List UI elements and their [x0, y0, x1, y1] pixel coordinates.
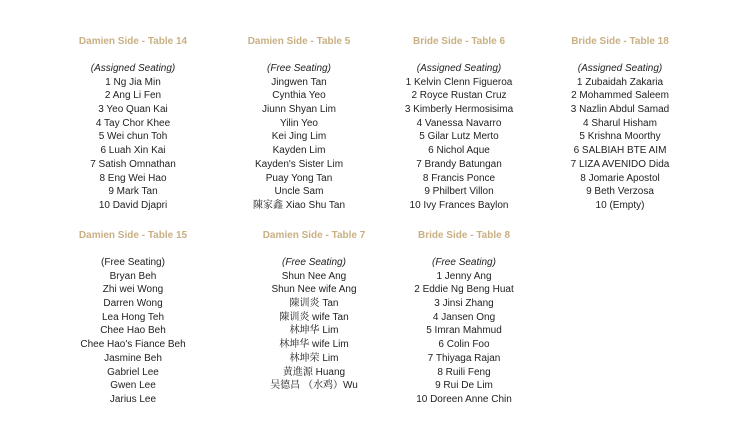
guest-name: 4 Tay Chor Khee [95, 117, 171, 129]
table-title: Damien Side - Table 7 [262, 230, 366, 241]
guest-name: Zhi wei Wong [102, 284, 164, 296]
guest-name: 3 Yeo Quan Kai [98, 104, 168, 116]
guest-name: Puay Yong Tan [265, 172, 333, 184]
guest-name: 1 Zubaidah Zakaria [576, 76, 664, 88]
guest-name: Gabriel Lee [107, 366, 159, 378]
guest-name: Chee Hao's Fiance Beh [80, 339, 186, 351]
table-block-damien-5 [209, 35, 389, 213]
guest-name: 10 David Djapri [98, 199, 168, 211]
guest-name: 2 Eddie Ng Beng Huat [414, 284, 514, 296]
guest-name: 9 Rui De Lim [435, 380, 493, 392]
guest-name: Jiunn Shyan Lim [262, 104, 336, 116]
guest-name: 8 Jomarie Apostol [580, 172, 660, 184]
guest-name: 1 Ng Jia Min [105, 76, 161, 88]
table-block-bride-6 [369, 35, 549, 213]
guest-name: 林坤荣 Lim [289, 352, 339, 364]
guest-name: 7 LIZA AVENIDO Dida [570, 158, 670, 170]
guest-name: 2 Royce Rustan Cruz [411, 90, 507, 102]
guest-name: 7 Thiyaga Rajan [427, 352, 501, 364]
seating-note: (Free Seating) [282, 257, 346, 268]
guest-name: 10 Ivy Frances Baylon [409, 199, 509, 211]
table-title: Damien Side - Table 15 [78, 230, 188, 241]
guest-name: 6 SALBIAH BTE AIM [573, 145, 667, 157]
guest-name: 9 Beth Verzosa [586, 186, 654, 198]
guest-name: Yilin Yeo [280, 117, 318, 129]
guest-name: 10 (Empty) [595, 199, 645, 211]
guest-name: 8 Francis Ponce [422, 172, 496, 184]
guest-name: Cynthia Yeo [272, 90, 326, 102]
guest-name: 6 Nichol Aque [428, 145, 490, 157]
guest-name: 林坤华 Lim [289, 325, 339, 337]
guest-name: 9 Philbert Villon [424, 186, 494, 198]
guest-name: 1 Jenny Ang [436, 270, 492, 282]
guest-name: Gwen Lee [110, 380, 156, 392]
guest-name: Kayden's Sister Lim [254, 158, 344, 170]
seating-note: (Free Seating) [101, 257, 165, 268]
seating-note: (Assigned Seating) [90, 63, 176, 74]
guest-name: 陳训炎 wife Tan [279, 311, 349, 323]
guest-name: Kei Jing Lim [271, 131, 327, 143]
guest-name: 9 Mark Tan [108, 186, 158, 198]
guest-name: Jarius Lee [109, 393, 157, 405]
guest-name: Darren Wong [103, 298, 163, 310]
guest-name: 7 Satish Omnathan [90, 158, 176, 170]
guest-name: Bryan Beh [109, 270, 157, 282]
guest-name: Lea Hong Teh [101, 311, 165, 323]
guest-name: 10 Doreen Anne Chin [416, 393, 512, 405]
table-title: Bride Side - Table 8 [417, 230, 511, 241]
guest-name: Shun Nee Ang [281, 270, 347, 282]
guest-name: 5 Krishna Moorthy [579, 131, 661, 143]
guest-name: Uncle Sam [274, 186, 324, 198]
seating-note: (Assigned Seating) [416, 63, 502, 74]
guest-name: 3 Kimberly Hermosisima [404, 104, 514, 116]
guest-name: 2 Mohammed Saleem [571, 90, 669, 102]
guest-name: 4 Sharul Hisham [583, 117, 657, 129]
guest-name: 6 Colin Foo [438, 339, 490, 351]
table-title: Bride Side - Table 6 [412, 36, 506, 47]
guest-name: 8 Eng Wei Hao [99, 172, 167, 184]
table-block-bride-8 [374, 229, 554, 407]
guest-name: Jingwen Tan [271, 76, 327, 88]
guest-name: 7 Brandy Batungan [416, 158, 502, 170]
guest-name: 林坤华 wife Lim [279, 339, 349, 351]
guest-name: 5 Imran Mahmud [426, 325, 502, 337]
guest-name: 3 Jinsi Zhang [434, 298, 494, 310]
guest-name: 4 Jansen Ong [432, 311, 496, 323]
table-block-damien-14 [43, 35, 223, 213]
guest-name: 黄進源 Huang [282, 366, 346, 378]
seating-note: (Free Seating) [267, 63, 331, 74]
guest-name: 5 Wei chun Toh [98, 131, 168, 143]
guest-name: 2 Ang Li Fen [104, 90, 162, 102]
guest-name: 6 Luah Xin Kai [100, 145, 166, 157]
guest-name: Kayden Lim [272, 145, 326, 157]
guest-name: Shun Nee wife Ang [271, 284, 357, 296]
guest-name: 3 Nazlin Abdul Samad [570, 104, 670, 116]
table-block-damien-15 [43, 229, 223, 407]
guest-name: 4 Vanessa Navarro [416, 117, 502, 129]
guest-name: 陳训炎 Tan [289, 298, 339, 310]
table-title: Damien Side - Table 14 [78, 36, 188, 47]
seating-note: (Assigned Seating) [577, 63, 663, 74]
guest-name: Jasmine Beh [104, 352, 162, 364]
table-block-bride-18 [530, 35, 710, 213]
guest-name: 5 Gilar Lutz Merto [419, 131, 499, 143]
guest-name: Chee Hao Beh [100, 325, 166, 337]
seating-note: (Free Seating) [432, 257, 496, 268]
guest-name: 8 Ruili Feng [437, 366, 491, 378]
guest-name: 1 Kelvin Clenn Figueroa [405, 76, 513, 88]
table-title: Damien Side - Table 5 [247, 36, 351, 47]
table-title: Bride Side - Table 18 [571, 36, 669, 47]
guest-name: 吴德昌 （水鸡）Wu [270, 380, 358, 392]
guest-name: 陳家鑫 Xiao Shu Tan [252, 199, 346, 211]
